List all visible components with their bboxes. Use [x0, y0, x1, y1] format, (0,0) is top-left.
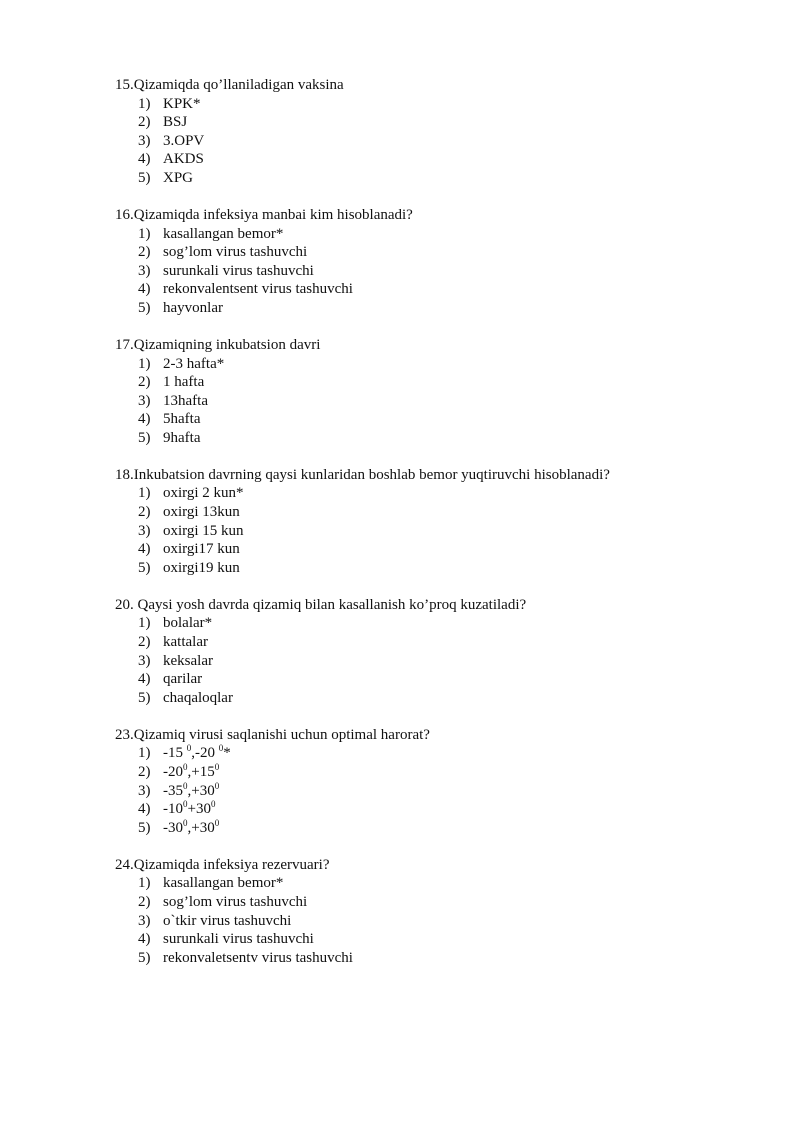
question-list — [115, 76, 765, 986]
option-text: oxirgi17 kun — [163, 541, 240, 558]
option-number: 4) — [138, 151, 151, 168]
answer-option — [115, 503, 765, 522]
question-block — [115, 466, 765, 578]
answer-options — [115, 355, 765, 448]
answer-option — [115, 150, 765, 169]
option-number: 2) — [138, 374, 151, 391]
option-text: oxirgi 13kun — [163, 504, 240, 521]
question-block — [115, 206, 765, 318]
option-text: bolalar* — [163, 615, 213, 632]
option-text: 3.OPV — [163, 132, 205, 149]
option-text: kasallangan bemor* — [163, 225, 284, 242]
question-block — [115, 596, 765, 708]
option-text-part: -35 — [163, 782, 183, 799]
option-text: BSJ — [163, 114, 188, 131]
question-title: 24.Qizamiqda infeksiya rezervuari? — [115, 856, 330, 873]
question-block — [115, 856, 765, 968]
option-number: 5) — [138, 299, 151, 316]
answer-option — [115, 559, 765, 578]
answer-options — [115, 225, 765, 318]
question-block — [115, 336, 765, 448]
option-number: 1) — [138, 355, 151, 372]
option-number: 2) — [138, 114, 151, 131]
option-text-part: +30 — [187, 801, 211, 818]
degree-superscript: 0 — [214, 761, 220, 772]
option-number: 4) — [138, 281, 151, 298]
degree-superscript: 0 — [183, 761, 188, 772]
answer-option — [115, 355, 765, 374]
option-text: XPG — [163, 169, 194, 186]
answer-option — [115, 670, 765, 689]
question-title: 20. Qaysi yosh davrda qizamiq bilan kasallanish ko’proq kuzatiladi? — [115, 596, 527, 613]
option-text: AKDS — [163, 151, 204, 168]
option-text: hayvonlar — [163, 299, 223, 316]
degree-superscript: 0 — [214, 817, 220, 828]
option-text: sog’lom virus tashuvchi — [163, 244, 308, 261]
option-number: 3) — [138, 262, 151, 279]
option-text: 2-3 hafta* — [163, 355, 225, 372]
option-text-part: -20 — [163, 763, 183, 780]
question-title: 23.Qizamiq virusi saqlanishi uchun optimal harorat? — [115, 726, 430, 743]
option-text: kasallangan bemor* — [163, 875, 284, 892]
answer-options — [115, 484, 765, 577]
option-text-part: -15 — [163, 745, 187, 762]
option-text: 1 hafta — [163, 374, 205, 391]
answer-option — [115, 540, 765, 559]
answer-option — [115, 782, 765, 801]
option-number: 5) — [138, 429, 151, 446]
degree-superscript: 0 — [183, 780, 188, 791]
option-text-part: ,+30 — [187, 782, 215, 799]
option-number: 3) — [138, 652, 151, 669]
option-number: 1) — [138, 485, 151, 502]
option-text — [163, 744, 231, 763]
answer-options — [115, 614, 765, 707]
option-number: 2) — [138, 504, 151, 521]
degree-superscript: 0 — [183, 817, 188, 828]
option-text: surunkali virus tashuvchi — [163, 262, 314, 279]
answer-option — [115, 262, 765, 281]
option-number: 5) — [138, 169, 151, 186]
option-text-part: * — [223, 745, 231, 762]
option-number: 1) — [138, 875, 151, 892]
answer-option — [115, 819, 765, 838]
answer-option — [115, 893, 765, 912]
option-number: 3) — [138, 132, 151, 149]
option-text — [163, 819, 219, 838]
question-title: 15.Qizamiqda qo’llaniladigan vaksina — [115, 77, 344, 93]
option-number: 1) — [138, 95, 151, 112]
answer-option — [115, 392, 765, 411]
degree-superscript: 0 — [218, 743, 224, 754]
answer-option — [115, 949, 765, 968]
option-text-part: -30 — [163, 819, 183, 836]
option-number: 5) — [138, 819, 151, 836]
option-number: 5) — [138, 689, 151, 706]
answer-options — [115, 95, 765, 188]
answer-option — [115, 874, 765, 893]
answer-options — [115, 874, 765, 967]
option-number: 2) — [138, 763, 151, 780]
option-number: 1) — [138, 745, 151, 762]
answer-options — [115, 744, 765, 837]
option-number: 3) — [138, 522, 151, 539]
answer-option — [115, 689, 765, 708]
answer-option — [115, 484, 765, 503]
option-text: 9hafta — [163, 429, 201, 446]
option-text: 5hafta — [163, 411, 201, 428]
option-text: qarilar — [163, 671, 203, 688]
option-text-part: ,-20 — [191, 745, 219, 762]
option-text: KPK* — [163, 95, 201, 112]
option-number: 2) — [138, 893, 151, 910]
option-number: 3) — [138, 392, 151, 409]
answer-option — [115, 614, 765, 633]
option-number: 4) — [138, 801, 151, 818]
option-text — [163, 800, 215, 819]
option-number: 4) — [138, 541, 151, 558]
option-text: kattalar — [163, 634, 208, 650]
answer-option — [115, 95, 765, 114]
option-text: surunkali virus tashuvchi — [163, 931, 314, 948]
option-number: 1) — [138, 225, 151, 242]
question-title: 16.Qizamiqda infeksiya manbai kim hisoblanadi? — [115, 206, 413, 223]
option-number: 5) — [138, 949, 151, 966]
option-number: 1) — [138, 615, 151, 632]
option-text-part: ,+15 — [187, 763, 215, 780]
answer-option — [115, 132, 765, 151]
answer-option — [115, 243, 765, 262]
question-block — [115, 726, 765, 838]
answer-option — [115, 800, 765, 819]
option-number: 4) — [138, 671, 151, 688]
answer-option — [115, 299, 765, 318]
answer-option — [115, 373, 765, 392]
degree-superscript: 0 — [186, 743, 192, 754]
degree-superscript: 0 — [214, 780, 220, 791]
answer-option — [115, 429, 765, 448]
answer-option — [115, 169, 765, 188]
option-text-part: -10 — [163, 801, 183, 818]
option-text: chaqaloqlar — [163, 689, 233, 706]
answer-option — [115, 763, 765, 782]
answer-option — [115, 280, 765, 299]
answer-option — [115, 225, 765, 244]
answer-option — [115, 912, 765, 931]
answer-option — [115, 633, 765, 652]
option-number: 2) — [138, 244, 151, 261]
answer-option — [115, 522, 765, 541]
question-title: 18.Inkubatsion davrning qaysi kunlaridan boshlab bemor yuqtiruvchi hisoblanadi? — [115, 466, 610, 483]
question-title: 17.Qizamiqning inkubatsion davri — [115, 336, 321, 353]
option-text — [163, 763, 219, 782]
option-text: keksalar — [163, 652, 213, 669]
option-text: sog’lom virus tashuvchi — [163, 893, 308, 910]
question-block — [115, 76, 765, 188]
option-number: 5) — [138, 559, 151, 576]
degree-superscript: 0 — [183, 799, 188, 810]
option-text — [163, 782, 219, 801]
answer-option — [115, 410, 765, 429]
answer-option — [115, 744, 765, 763]
option-number: 2) — [138, 634, 151, 650]
option-number: 3) — [138, 912, 151, 929]
option-number: 3) — [138, 782, 151, 799]
option-text: oxirgi 2 kun* — [163, 485, 244, 502]
option-number: 4) — [138, 411, 151, 428]
degree-superscript: 0 — [210, 799, 216, 810]
option-text: rekonvalentsent virus tashuvchi — [163, 281, 353, 298]
option-text: oxirgi19 kun — [163, 559, 240, 576]
answer-option — [115, 113, 765, 132]
answer-option — [115, 652, 765, 671]
answer-option — [115, 930, 765, 949]
option-text: 13hafta — [163, 392, 208, 409]
option-text: oxirgi 15 kun — [163, 522, 244, 539]
option-text: rekonvaletsentv virus tashuvchi — [163, 949, 353, 966]
option-text-part: ,+30 — [187, 819, 215, 836]
option-number: 4) — [138, 931, 151, 948]
option-text: o`tkir virus tashuvchi — [163, 912, 292, 929]
